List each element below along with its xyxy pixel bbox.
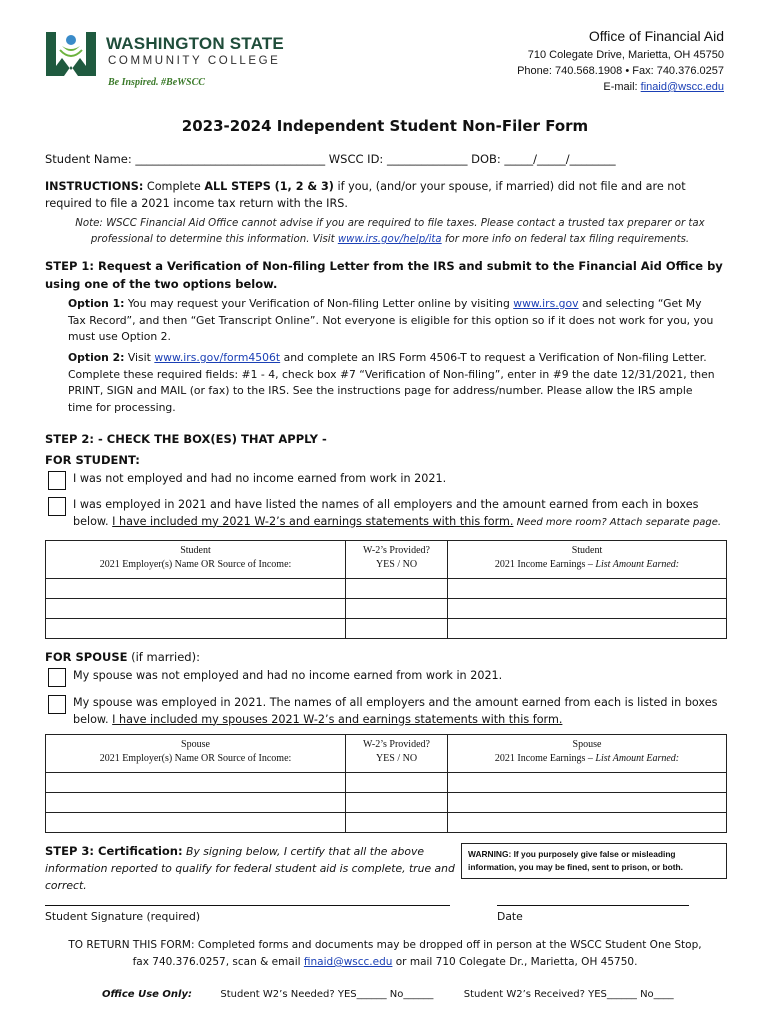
table-row xyxy=(46,619,727,639)
return-email-link[interactable]: finaid@wscc.edu xyxy=(303,956,393,968)
header-text: 2021 Employer(s) Name OR Source of Income: xyxy=(99,753,292,764)
student-employer-header xyxy=(46,541,346,579)
office-address: 710 Colegate Drive, Marietta, OH 45750 xyxy=(527,49,724,61)
header-text: 2021 Income Earnings – xyxy=(494,753,596,764)
employer-cell[interactable] xyxy=(46,813,346,833)
spouse-not-employed-checkbox[interactable] xyxy=(48,668,66,687)
spouse-not-employed-label: My spouse was not employed and had no income earned from work in 2021. xyxy=(73,669,503,682)
option2-text-b: and complete an IRS Form 4506-T to request a Verification of Non-filing Letter. Complete these required fields: #1 - 4, check box #7 “Verification of Non-filing”, enter in #9 the date 12/31/2021, then PRINT, SIGN and MAIL (or fax) to the IRS. See the instructions page for address/number. Please allow the IRS ample time for processing. xyxy=(68,351,715,414)
income-cell[interactable] xyxy=(448,773,727,793)
email-link[interactable]: finaid@wscc.edu xyxy=(640,81,724,93)
spouse-check-not-employed xyxy=(48,668,728,685)
spouse-employed-checkbox[interactable] xyxy=(48,695,66,714)
w2-received: Student W2’s Received? YES______ No____ xyxy=(463,989,674,1000)
date-label: Date xyxy=(497,910,523,923)
student-not-employed-label: I was not employed and had no income earned from work in 2021. xyxy=(73,472,447,485)
student-employed-text: I was employed in 2021 and have listed the names of all employers and the amount earned from each in boxes below. xyxy=(73,498,699,528)
student-earnings-table xyxy=(45,540,727,639)
table-row xyxy=(46,579,727,599)
student-check-not-employed xyxy=(48,471,728,488)
office-use-row xyxy=(102,989,674,1000)
employer-cell[interactable] xyxy=(46,619,346,639)
return-text-b: or mail 710 Colegate Dr., Marietta, OH 45750. xyxy=(392,956,638,968)
office-phone-fax: Phone: 740.568.1908 • Fax: 740.376.0257 xyxy=(517,65,724,77)
header-text: Student xyxy=(180,545,211,556)
spouse-check-employed xyxy=(48,695,728,728)
note-text-b: for more info on federal tax filing requirements. xyxy=(441,234,690,245)
for-spouse-married: (if married): xyxy=(127,650,200,664)
table-row xyxy=(46,599,727,619)
for-spouse-label xyxy=(45,648,725,666)
wscc-logo-icon xyxy=(42,26,100,82)
option2-text-a: Visit xyxy=(124,351,155,364)
option2-label: Option 2: xyxy=(68,351,125,364)
header-text: YES / NO xyxy=(375,559,418,570)
spouse-employer-header xyxy=(46,735,346,773)
student-income-header xyxy=(448,541,727,579)
income-cell[interactable] xyxy=(448,599,727,619)
return-text-a: TO RETURN THIS FORM: Completed forms and documents may be dropped off in person at the WSCC Student One Stop, fax 740.376.0257, scan & email xyxy=(68,939,702,968)
student-employed-note: Need more room? Attach separate page. xyxy=(513,516,722,528)
header-text: Spouse xyxy=(181,739,210,750)
table-header-row xyxy=(46,541,727,579)
employer-cell[interactable] xyxy=(46,773,346,793)
income-cell[interactable] xyxy=(448,579,727,599)
table-header-row xyxy=(46,735,727,773)
header-text: W-2’s Provided? xyxy=(363,739,430,750)
college-subtitle: COMMUNITY COLLEGE xyxy=(108,55,281,67)
note-link[interactable]: www.irs.gov/help/ita xyxy=(337,234,442,245)
spouse-employed-underlined: I have included my spouses 2021 W-2’s and earnings statements with this form. xyxy=(112,712,563,726)
instructions-text-b: if you, (and/or your spouse, if married) did not file and are not required to file a 2021 income tax return with the IRS. xyxy=(45,180,686,210)
for-spouse-text: FOR SPOUSE xyxy=(45,650,128,664)
spouse-w2-header xyxy=(346,735,448,773)
table-row xyxy=(46,793,727,813)
header-text: 2021 Employer(s) Name OR Source of Income: xyxy=(99,559,292,570)
student-employed-label xyxy=(73,497,728,531)
office-name: Office of Financial Aid xyxy=(588,28,724,44)
student-employed-underlined: I have included my 2021 W-2’s and earnings statements with this form. xyxy=(112,514,514,528)
option2-link[interactable]: www.irs.gov/form4506t xyxy=(154,351,281,364)
email-label: E-mail: xyxy=(603,81,641,93)
student-info-line[interactable]: Student Name: _________________________________ WSCC ID: ______________ DOB: _____/_____/________ xyxy=(45,152,616,166)
w2-cell[interactable] xyxy=(346,599,448,619)
instructions-note xyxy=(70,216,710,248)
return-instructions xyxy=(60,937,710,971)
spouse-earnings-table xyxy=(45,734,727,833)
w2-cell[interactable] xyxy=(346,793,448,813)
option1-text-a: You may request your Verification of Non-filing Letter online by visiting xyxy=(124,297,514,310)
income-cell[interactable] xyxy=(448,793,727,813)
college-tagline: Be Inspired. #BeWSCC xyxy=(108,77,205,88)
form-title: 2023-2024 Independent Student Non-Filer Form xyxy=(181,117,589,135)
header-text: Student xyxy=(571,545,603,556)
office-use-label: Office Use Only: xyxy=(102,989,192,1000)
warning-box: WARNING: If you purposely give false or misleading information, you may be fined, sent to prison, or both. xyxy=(461,843,727,879)
w2-cell[interactable] xyxy=(346,813,448,833)
for-student-label: FOR STUDENT: xyxy=(45,453,140,467)
income-cell[interactable] xyxy=(448,813,727,833)
step3-certification xyxy=(45,843,457,894)
w2-needed: Student W2’s Needed? YES______ No______ xyxy=(220,989,434,1000)
header-text: YES / NO xyxy=(375,753,418,764)
employer-cell[interactable] xyxy=(46,579,346,599)
signature-label: Student Signature (required) xyxy=(45,910,201,923)
office-email xyxy=(517,79,724,95)
step2-heading: STEP 2: - CHECK THE BOX(ES) THAT APPLY - xyxy=(45,432,327,446)
date-line[interactable] xyxy=(497,905,689,906)
instructions-label: INSTRUCTIONS: xyxy=(45,180,144,193)
signature-line[interactable] xyxy=(45,905,450,906)
step1-option1 xyxy=(68,296,718,346)
table-row xyxy=(46,813,727,833)
step1-heading: STEP 1: Request a Verification of Non-filing Letter from the IRS and submit to the Financial Aid Office by using one of the two options below. xyxy=(45,259,723,291)
step3-label: STEP 3: Certification: xyxy=(45,844,183,858)
option1-link[interactable]: www.irs.gov xyxy=(513,297,579,310)
office-contact xyxy=(517,28,724,95)
header-text: W-2’s Provided? xyxy=(363,545,430,556)
student-check-employed xyxy=(48,497,728,531)
instructions-steps: ALL STEPS (1, 2 & 3) xyxy=(204,180,334,193)
w2-cell[interactable] xyxy=(346,579,448,599)
header-text: Spouse xyxy=(572,739,602,750)
spouse-employed-text: My spouse was employed in 2021. The names of all employers and the amount earned from each is listed in boxes below. xyxy=(73,696,718,726)
employer-cell[interactable] xyxy=(46,599,346,619)
college-name: WASHINGTON STATE xyxy=(106,34,284,53)
student-not-employed-checkbox[interactable] xyxy=(48,471,66,490)
table-row xyxy=(46,773,727,793)
instructions xyxy=(45,178,725,212)
income-cell[interactable] xyxy=(448,619,727,639)
spouse-employed-label xyxy=(73,695,728,728)
step1-option2 xyxy=(68,350,718,416)
header-text: 2021 Income Earnings – xyxy=(494,559,596,570)
student-w2-header xyxy=(346,541,448,579)
employer-cell[interactable] xyxy=(46,793,346,813)
instructions-text-a: Complete xyxy=(143,180,205,193)
w2-cell[interactable] xyxy=(346,619,448,639)
spouse-income-header xyxy=(448,735,727,773)
header-text: List Amount Earned: xyxy=(595,559,680,570)
option1-text-b: and selecting “Get My Tax Record”, and then “Get Transcript Online”. Not everyone is eligible for this option so if it does not work for you, you must use Option 2. xyxy=(68,297,714,343)
student-employed-checkbox[interactable] xyxy=(48,497,66,516)
option1-label: Option 1: xyxy=(68,297,125,310)
note-text-a: Note: WSCC Financial Aid Office cannot advise if you are required to file taxes. Please contact a trusted tax preparer or tax professional to determine this information. Visit xyxy=(75,218,705,245)
w2-cell[interactable] xyxy=(346,773,448,793)
header-text: List Amount Earned: xyxy=(595,753,680,764)
step3-text: By signing below, I certify that all the above information reported to qualify for federal student aid is complete, true and correct. xyxy=(45,845,455,892)
